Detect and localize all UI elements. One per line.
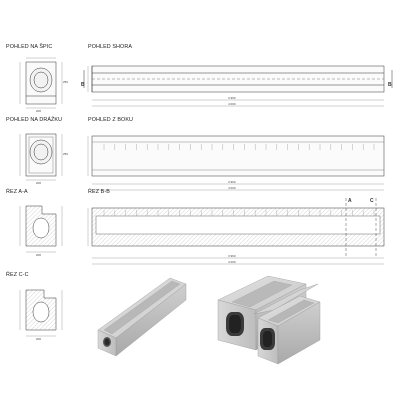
section-a-a bbox=[20, 206, 62, 252]
dim-section-inner: 3 960 bbox=[228, 254, 236, 258]
end-view-groove bbox=[20, 134, 62, 180]
section-b-b bbox=[88, 198, 384, 264]
label-pohled-na-spic: POHLED NA ŠPIC bbox=[6, 44, 53, 50]
dim-side-total: 4 000 bbox=[228, 186, 236, 190]
render-double-channel bbox=[218, 276, 320, 364]
render-single-channel bbox=[98, 278, 186, 356]
section-mark-a: A bbox=[348, 198, 352, 204]
dim-drazka-height: 250 bbox=[63, 152, 69, 156]
dim-aa-width: 200 bbox=[36, 253, 42, 257]
dim-drazka-width: 200 bbox=[36, 181, 42, 185]
top-view bbox=[84, 66, 392, 106]
label-rez-aa: ŘEZ A-A bbox=[6, 189, 28, 195]
label-rez-bb: ŘEZ B-B bbox=[88, 189, 110, 195]
dim-spic-width: 200 bbox=[36, 109, 42, 113]
label-rez-cc: ŘEZ C-C bbox=[6, 272, 29, 278]
label-pohled-shora: POHLED SHORA bbox=[88, 44, 133, 50]
label-pohled-na-drazku: POHLED NA DRÁŽKU bbox=[6, 117, 63, 123]
dim-top-inner: 3 960 bbox=[228, 96, 236, 100]
section-mark-b-right: B bbox=[388, 82, 392, 88]
side-view bbox=[88, 136, 384, 190]
section-mark-c: C bbox=[370, 198, 374, 204]
end-view-spigot bbox=[20, 58, 62, 108]
label-pohled-z-boku: POHLED Z BOKU bbox=[88, 117, 134, 123]
section-c-c bbox=[20, 290, 62, 336]
dim-section-total: 4 000 bbox=[228, 260, 236, 264]
section-mark-b-left: B bbox=[81, 82, 85, 88]
dim-cc-width: 200 bbox=[36, 337, 42, 341]
dim-side-inner: 3 960 bbox=[228, 180, 236, 184]
dim-top-total: 4 000 bbox=[228, 102, 236, 106]
dim-spic-height: 250 bbox=[63, 80, 69, 84]
